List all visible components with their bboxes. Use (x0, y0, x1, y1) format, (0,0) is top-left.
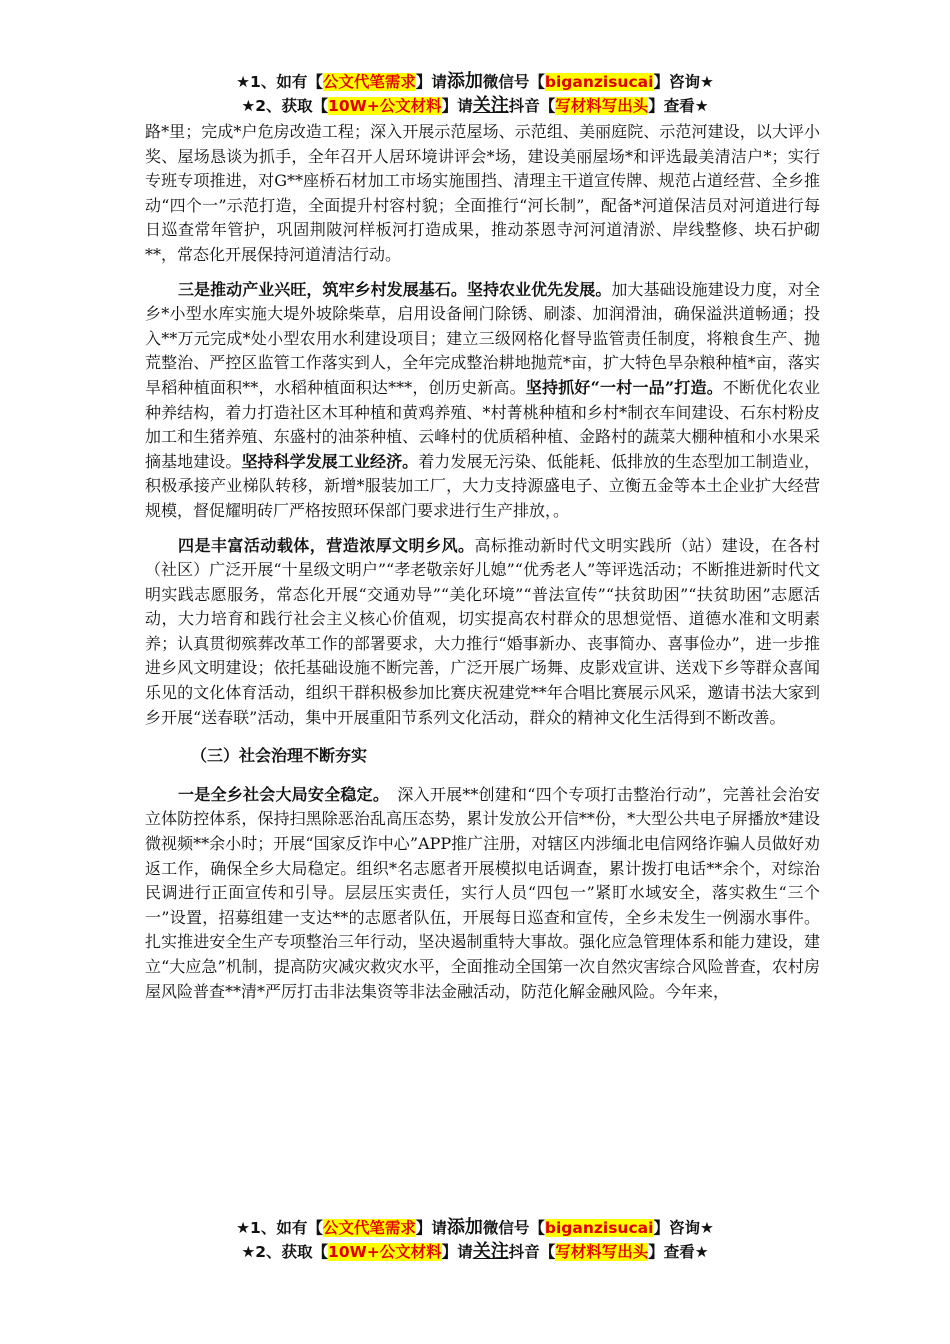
promo-text: 】请 (415, 1219, 447, 1237)
promo-text: 】查看★ (648, 1243, 709, 1261)
promo-banner-bottom (0, 1216, 950, 1264)
promo-text: 抖音【 (508, 97, 556, 115)
promo-text: 微信号【 (482, 73, 545, 91)
promo-highlight: 10W+公文材料 (328, 97, 442, 115)
wechat-id-highlight: biganzisucai (544, 73, 654, 91)
promo-highlight: 10W+公文材料 (328, 1243, 442, 1261)
body-text: 高标推动新时代文明实践所（站）建设，在各村（社区）广泛开展“十星级文明户”“孝老敬亲好儿媳”“优秀老人”等评选活动；不断推进新时代文明实践志愿服务，常态化开展“交通劝导”“美化环境”“普法宣传”“扶贫助困”“扶贫助困”志愿活动，大力培育和践行社会主义核心价值观，切实提高农村群众的思想觉悟、道德水准和文明素养；认真贯彻殡葬改革工作的部署要求，大力推行“婚事新办、丧事简办、喜事俭办”，进一步推进乡风文明建设；依托基础设施不断完善，广泛开展广场舞、皮影戏宣讲、送戏下乡等群众喜闻乐见的文化体育活动，组织干群积极参加比赛庆祝建党**年合唱比赛展示风采，邀请书法大家到乡开展“送春联”活动，集中开展重阳节系列文化活动，群众的精神文化生活得到不断改善。 (145, 535, 820, 727)
promo-banner-top (0, 70, 950, 118)
promo-line-2 (0, 94, 950, 118)
promo-text: ★2、获取【 (241, 1243, 329, 1261)
promo-text: ★1、如有【 (236, 73, 323, 91)
promo-text: 微信号【 (482, 1219, 545, 1237)
promo-text: 】查看★ (648, 97, 709, 115)
promo-line-2 (0, 1240, 950, 1264)
promo-emphasis: 添加 (446, 1217, 483, 1238)
paragraph-continued: 路*里；完成*户危房改造工程；深入开展示范屋场、示范组、美丽庭院、示范河建设，以大评小奖、屋场恳谈为抓手，全年召开人居环境讲评会*场，建设美丽屋场*和评选最美清洁户*；实行专班专项推进，对G**座桥石材加工市场实施围挡、清理主干道宣传牌、规范占道经营、全乡推动“四个一”示范打造，全面提升村容村貌；全面推行“河长制”，配备*河道保洁员对河道进行每日巡查常年管护，巩固荆陂河样板河打造成果，推动茶恩寺河河道清淤、岸线整修、块石护砌**，常态化开展保持河道清洁行动。 (145, 122, 820, 264)
promo-text: 】请 (441, 1243, 473, 1261)
douyin-id-highlight: 写材料写出头 (555, 1243, 649, 1261)
promo-text: 】咨询★ (653, 73, 714, 91)
promo-emphasis: 关注 (472, 1241, 509, 1262)
promo-text: ★2、获取【 (241, 97, 329, 115)
paragraph-industry (145, 278, 820, 524)
bold-lead: 一是全乡社会大局安全稳定。 (178, 784, 382, 804)
body-text: 不断优化农业种养结构，着力打造社区木耳种植和黄鸡养殖、*村菁桃种植和乡村*制衣车间建设、石东村粉皮加工和生猪养殖、东盛村的油茶种植、云峰村的优质稻种植、金路村的蔬菜大棚种植和小水果采摘基地建设。 (145, 377, 820, 471)
bold-lead: 坚持科学发展工业经济。 (241, 451, 419, 471)
bold-lead: 三是推动产业兴旺，筑牢乡村发展基石。坚持农业优先发展。 (178, 279, 612, 299)
bold-lead: 坚持抓好“一村一品”打造。 (525, 377, 723, 397)
document-body (145, 120, 820, 1004)
bold-lead: 四是丰富活动载体，营造浓厚文明乡风。 (178, 535, 475, 555)
promo-line-1 (0, 1216, 950, 1240)
promo-highlight: 公文代笔需求 (322, 1219, 416, 1237)
promo-text: 】请 (415, 73, 447, 91)
body-text: 加大基础设施建设力度，对全乡*小型水库实施大堤外坡除柴草，启用设备闸门除锈、刷漆、加润滑油，确保溢洪道畅通；投入**万元完成*处小型农用水利建设项目；建立三级网格化督导监管责任制度，将粮食生产、抛荒整治、严控区监管工作落实到人，全年完成整治耕地抛荒*亩，扩大特色旱杂粮种植*亩，落实旱稻种植面积**，水稻种植面积达***，创历史新高。 (145, 279, 820, 397)
paragraph-civilization (145, 534, 820, 731)
body-text: 着力发展无污染、低能耗、低排放的生态型加工制造业，积极承接产业梯队转移，新增*服装加工厂，大力支持源盛电子、立衡五金等本土企业扩大经营规模，督促耀明砖厂严格按照环保部门要求进行生产排放，。 (145, 451, 820, 520)
promo-emphasis: 关注 (472, 95, 509, 116)
promo-line-1 (0, 70, 950, 94)
promo-emphasis: 添加 (446, 71, 483, 92)
promo-text: 】请 (441, 97, 473, 115)
promo-text: 】咨询★ (653, 1219, 714, 1237)
paragraph-security (145, 783, 820, 1004)
promo-text: ★1、如有【 (236, 1219, 323, 1237)
douyin-id-highlight: 写材料写出头 (555, 97, 649, 115)
section-heading: （三）社会治理不断夯实 (191, 746, 368, 766)
promo-text: 抖音【 (508, 1243, 556, 1261)
promo-highlight: 公文代笔需求 (322, 73, 416, 91)
body-text: 深入开展**创建和“四个专项打击整治行动”，完善社会治安立体防控体系，保持扫黑除恶治乱高压态势，累计发放公开信**份，*大型公共电子屏播放*建设微视频**余小时；开展“国家反诈中心”APP推广注册，对辖区内涉缅北电信网络诈骗人员做好劝返工作，确保全乡大局稳定。组织*名志愿者开展模拟电话调查，累计拨打电话**余个，对综治民调进行正面宣传和引导。层层压实责任，实行人员“四包一”紧盯水域安全，落实救生“三个一”设置，招募组建一支达**的志愿者队伍，开展每日巡查和宣传，全乡未发生一例溺水事件。扎实推进安全生产专项整治三年行动，坚决遏制重特大事故。强化应急管理体系和能力建设，建立“大应急”机制，提高防灾减灾救灾水平，全面推动全国第一次自然灾害综合风险普查，农村房屋风险普查**清*严厉打击非法集资等非法金融活动，防范化解金融风险。今年来， (145, 784, 820, 1001)
wechat-id-highlight: biganzisucai (544, 1219, 654, 1237)
